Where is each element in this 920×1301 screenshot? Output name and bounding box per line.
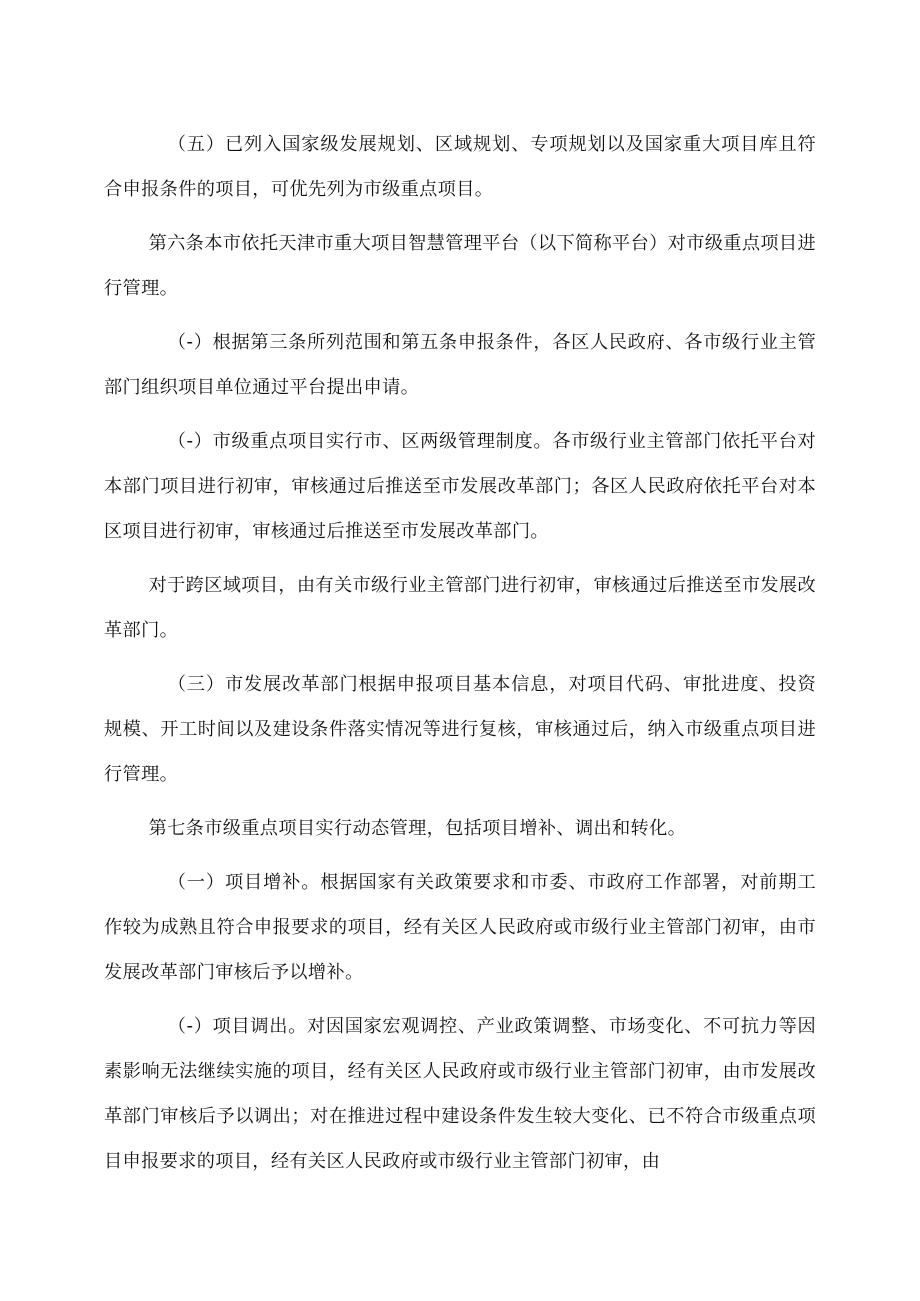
paragraph-item-5: （五）已列入国家级发展规划、区域规划、专项规划以及国家重大项目库且符合申报条件的项目，可优先列为市级重点项目。 [104, 134, 816, 200]
paragraph-project-addition: （一）项目增补。根据国家有关政策要求和市委、市政府工作部署，对前期工作较为成熟且符合申报要求的项目，经有关区人民政府或市级行业主管部门初审，由市发展改革部门审核后予以增补。 [104, 872, 816, 983]
paragraph-application: （-）根据第三条所列范围和第五条申报条件，各区人民政府、各市级行业主管部门组织项目单位通过平台提出申请。 [104, 332, 816, 398]
paragraph-review: （三）市发展改革部门根据申报项目基本信息，对项目代码、审批进度、投资规模、开工时间以及建设条件落实情况等进行复核，审核通过后，纳入市级重点项目进行管理。 [104, 674, 816, 785]
article-7: 第七条市级重点项目实行动态管理，包括项目增补、调出和转化。 [148, 818, 687, 839]
paragraph-two-level-management: （-）市级重点项目实行市、区两级管理制度。各市级行业主管部门依托平台对本部门项目进行初审，审核通过后推送至市发展改革部门；各区人民政府依托平台对本区项目进行初审，审核通过后推送至市发展改革部门。 [104, 431, 816, 542]
paragraph-project-removal: （-）项目调出。对因国家宏观调控、产业政策调整、市场变化、不可抗力等因素影响无法继续实施的项目，经有关区人民政府或市级行业主管部门初审，由市发展改革部门审核后予以调出；对在推进过程中建设条件发生较大变化、已不符合市级重点项目申报要求的项目，经有关区人民政府或市级行业主管部门初审，由 [104, 1016, 816, 1172]
article-6: 第六条本市依托天津市重大项目智慧管理平台（以下简称平台）对市级重点项目进行管理。 [104, 233, 816, 299]
document-body [104, 122, 816, 1193]
paragraph-cross-region: 对于跨区域项目，由有关市级行业主管部门进行初审，审核通过后推送至市发展改革部门。 [104, 575, 816, 641]
